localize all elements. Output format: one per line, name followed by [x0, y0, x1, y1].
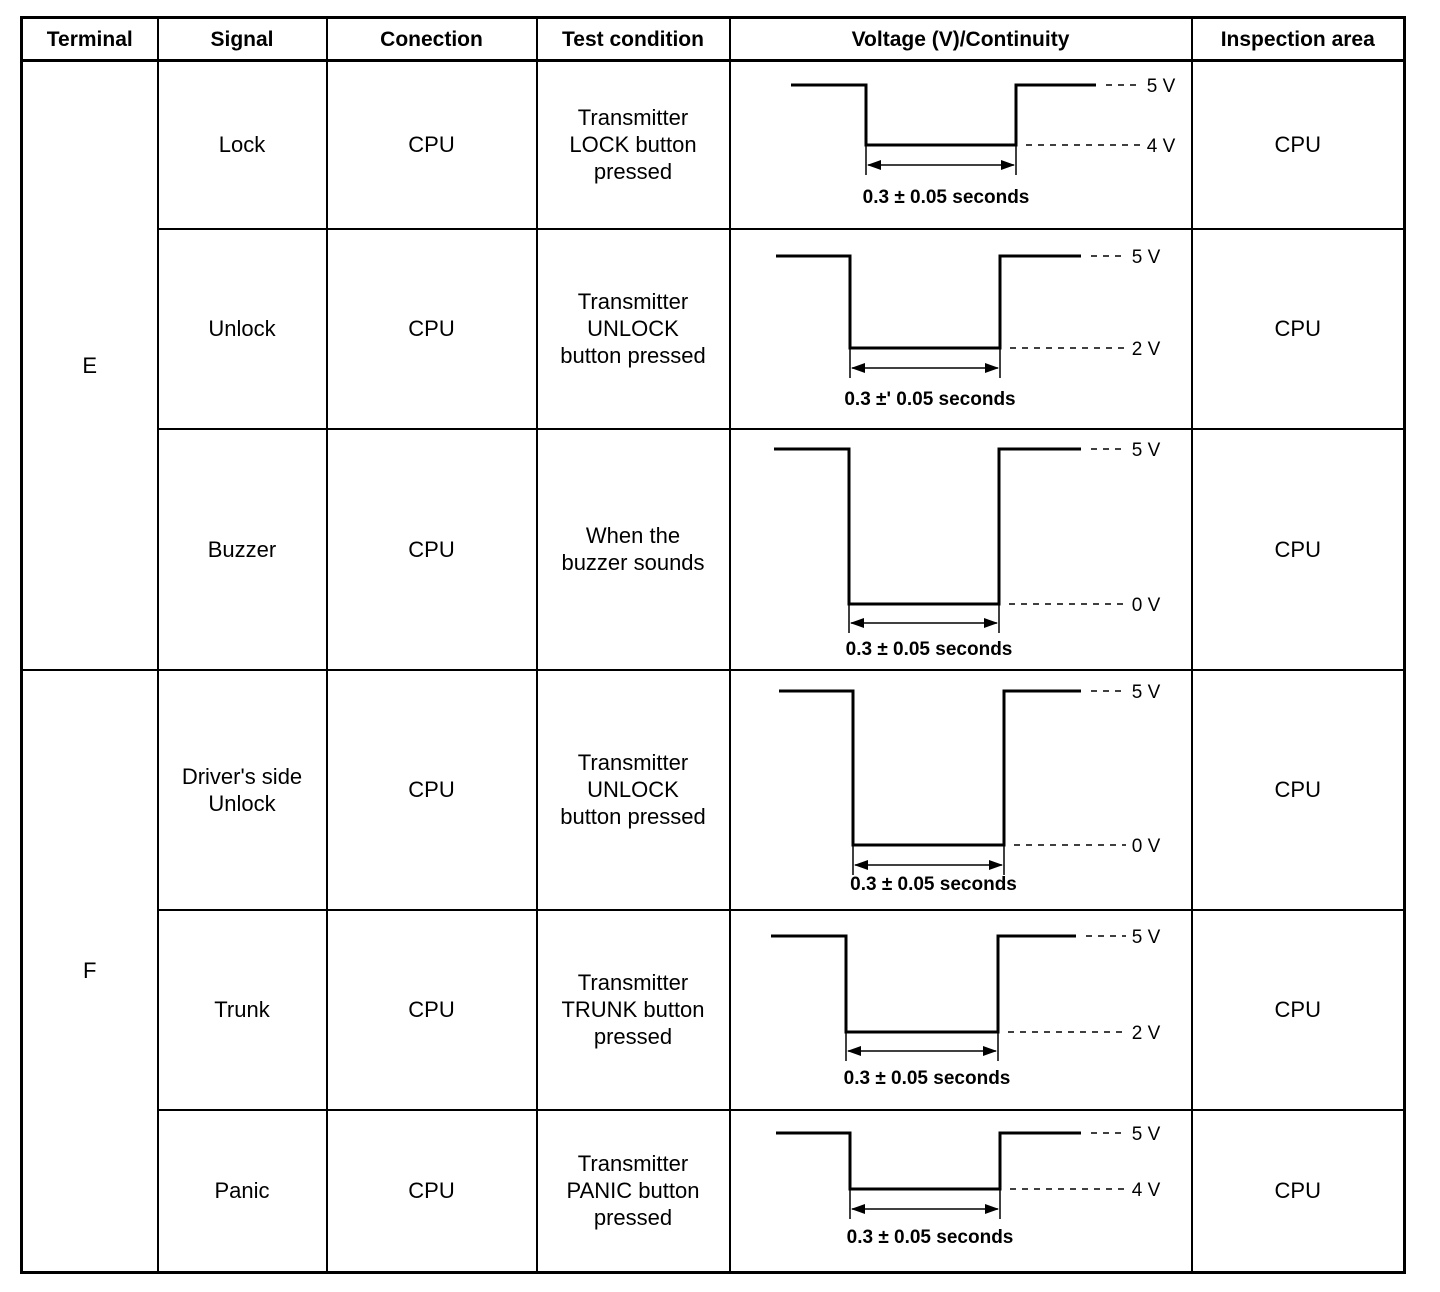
high-voltage-label: 5 V — [1131, 926, 1160, 948]
table-row — [22, 670, 1405, 910]
table-row — [22, 61, 1405, 229]
table-row — [22, 910, 1405, 1110]
connection-cell: CPU — [327, 229, 537, 429]
waveform — [746, 1113, 1176, 1268]
condition-cell — [537, 229, 730, 429]
condition-line: pressed — [593, 159, 673, 185]
connection-cell: CPU — [327, 429, 537, 670]
condition-line: Transmitter — [577, 970, 689, 995]
low-voltage-label: 0 V — [1131, 595, 1160, 616]
condition-line: TRUNK button — [561, 997, 705, 1022]
pulse-trace — [774, 449, 1081, 604]
header-connection: Conection — [327, 18, 537, 61]
condition-line: button pressed — [560, 804, 706, 829]
waveform-cell — [730, 61, 1192, 229]
high-voltage-label: 5 V — [1131, 246, 1160, 268]
signal-cell — [158, 229, 327, 429]
arrowhead-right — [984, 618, 998, 628]
condition-line: Transmitter — [577, 289, 689, 314]
inspection-cell: CPU — [1192, 670, 1405, 910]
signal-line: Unlock — [208, 790, 276, 816]
waveform — [746, 433, 1176, 665]
header-test-condition: Test condition — [537, 18, 730, 61]
condition-cell — [537, 61, 730, 229]
terminal-cell: E — [22, 61, 158, 670]
duration-label: 0.3 ± 0.05 seconds — [843, 1067, 1010, 1089]
high-voltage-label: 5 V — [1146, 75, 1175, 97]
low-voltage-label: 2 V — [1131, 338, 1160, 360]
arrowhead-left — [851, 363, 865, 373]
waveform — [746, 65, 1176, 225]
condition-line: LOCK button — [569, 132, 697, 158]
inspection-cell: CPU — [1192, 229, 1405, 429]
inspection-cell: CPU — [1192, 1110, 1405, 1273]
waveform — [746, 234, 1176, 424]
header-terminal: Terminal — [22, 18, 158, 61]
arrowhead-right — [1001, 160, 1015, 170]
pulse-trace — [776, 256, 1081, 348]
high-voltage-label: 5 V — [1131, 1124, 1160, 1146]
signal-cell — [158, 61, 327, 229]
waveform-cell — [730, 910, 1192, 1110]
pulse-trace — [791, 85, 1096, 145]
duration-label: 0.3 ±' 0.05 seconds — [843, 388, 1016, 410]
high-voltage-label: 5 V — [1131, 681, 1160, 703]
condition-cell — [537, 429, 730, 670]
signal-cell — [158, 670, 327, 910]
header-signal: Signal — [158, 18, 327, 61]
low-voltage-label: 4 V — [1146, 135, 1175, 157]
condition-line: UNLOCK — [587, 777, 679, 802]
inspection-cell: CPU — [1192, 429, 1405, 670]
waveform-cell — [730, 670, 1192, 910]
arrowhead-left — [851, 1204, 865, 1214]
condition-line: button pressed — [560, 343, 706, 368]
condition-line: UNLOCK — [587, 316, 679, 341]
duration-label: 0.3 ± 0.05 seconds — [845, 639, 1012, 660]
header-inspection-area: Inspection area — [1192, 18, 1405, 61]
pulse-trace — [771, 936, 1076, 1032]
inspection-cell: CPU — [1192, 61, 1405, 229]
waveform — [746, 675, 1176, 905]
arrowhead-right — [989, 860, 1003, 870]
condition-cell — [537, 1110, 730, 1273]
table-row — [22, 429, 1405, 670]
signal-line: Driver's side — [181, 763, 303, 789]
arrowhead-right — [985, 363, 999, 373]
signal-text: Unlock — [208, 316, 276, 341]
signal-text: Lock — [218, 132, 266, 158]
arrowhead-left — [867, 160, 881, 170]
signal-text: Trunk — [214, 997, 270, 1022]
condition-cell — [537, 910, 730, 1110]
signal-text: Panic — [214, 1178, 270, 1204]
condition-line: Transmitter — [577, 105, 689, 131]
condition-line: Transmitter — [577, 1151, 689, 1177]
header-voltage: Voltage (V)/Continuity — [730, 18, 1192, 61]
waveform-cell — [730, 429, 1192, 670]
condition-line: pressed — [593, 1205, 673, 1231]
waveform-cell — [730, 1110, 1192, 1273]
inspection-cell: CPU — [1192, 910, 1405, 1110]
signal-cell — [158, 910, 327, 1110]
arrowhead-right — [985, 1204, 999, 1214]
condition-cell — [537, 670, 730, 910]
arrowhead-left — [847, 1046, 861, 1056]
arrowhead-left — [854, 860, 868, 870]
connection-cell: CPU — [327, 61, 537, 229]
low-voltage-label: 2 V — [1131, 1022, 1160, 1044]
condition-line: Transmitter — [577, 750, 689, 775]
condition-line: PANIC button — [566, 1178, 700, 1204]
pulse-trace — [779, 691, 1081, 845]
arrowhead-right — [983, 1046, 997, 1056]
waveform-cell — [730, 229, 1192, 429]
terminal-cell: F — [22, 670, 158, 1273]
duration-label: 0.3 ± 0.05 seconds — [862, 186, 1029, 208]
signal-cell — [158, 1110, 327, 1273]
duration-label: 0.3 ± 0.05 seconds — [846, 1227, 1013, 1249]
inspection-table — [20, 16, 1406, 1274]
header-row — [22, 18, 1405, 61]
connection-cell: CPU — [327, 670, 537, 910]
condition-line: pressed — [593, 1024, 673, 1049]
duration-label: 0.3 ± 0.05 seconds — [849, 873, 1017, 895]
low-voltage-label: 0 V — [1131, 835, 1160, 857]
arrowhead-left — [850, 618, 864, 628]
table-row — [22, 1110, 1405, 1273]
table-row — [22, 229, 1405, 429]
high-voltage-label: 5 V — [1131, 440, 1160, 461]
pulse-trace — [776, 1133, 1081, 1189]
condition-line: When the — [585, 523, 681, 548]
signal-text: Buzzer — [207, 536, 277, 562]
connection-cell: CPU — [327, 1110, 537, 1273]
condition-line: buzzer sounds — [561, 550, 705, 575]
signal-cell — [158, 429, 327, 670]
low-voltage-label: 4 V — [1131, 1180, 1160, 1202]
waveform — [746, 914, 1176, 1106]
connection-cell: CPU — [327, 910, 537, 1110]
